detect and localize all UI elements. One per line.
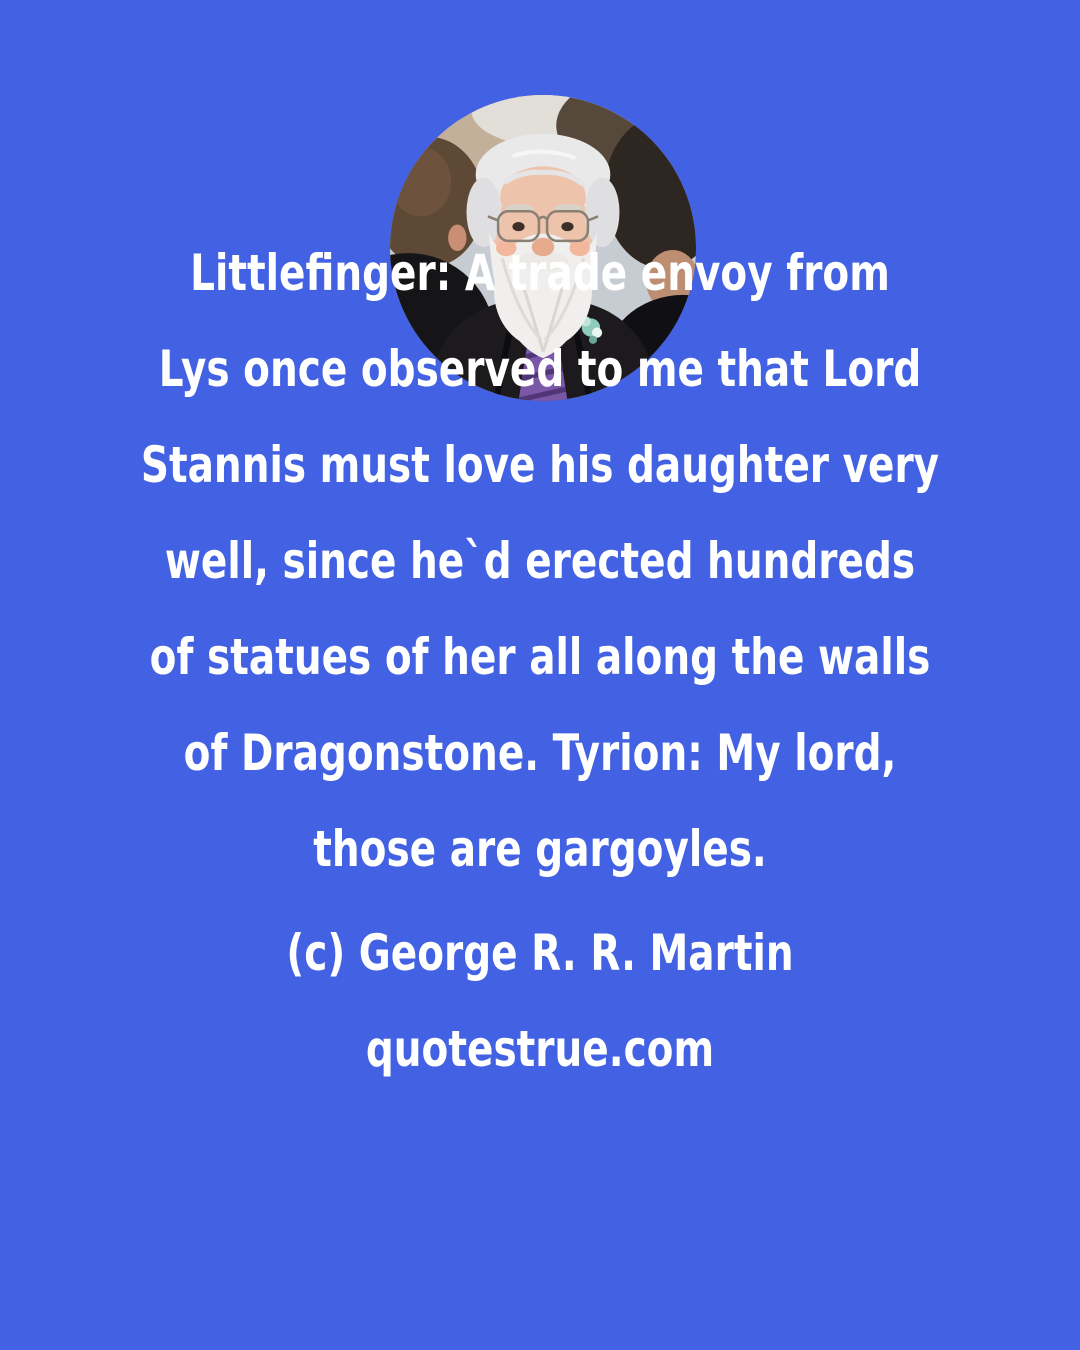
quote-line: Stannis must love his daughter very xyxy=(140,436,940,494)
quote-line: of statues of her all along the walls xyxy=(149,628,931,686)
author-attribution: (c) George R. R. Martin xyxy=(286,924,794,982)
quote-line: Lys once observed to me that Lord xyxy=(158,340,922,398)
quote-line: of Dragonstone. Tyrion: My lord, xyxy=(183,724,897,782)
quote-line: those are gargoyles. xyxy=(313,820,767,878)
quote-line: Littlefinger: A trade envoy from xyxy=(190,244,890,302)
site-watermark: quotestrue.com xyxy=(365,1020,715,1078)
quote-text-block xyxy=(119,225,961,1097)
quote-line: well, since he`d erected hundreds xyxy=(164,532,916,590)
